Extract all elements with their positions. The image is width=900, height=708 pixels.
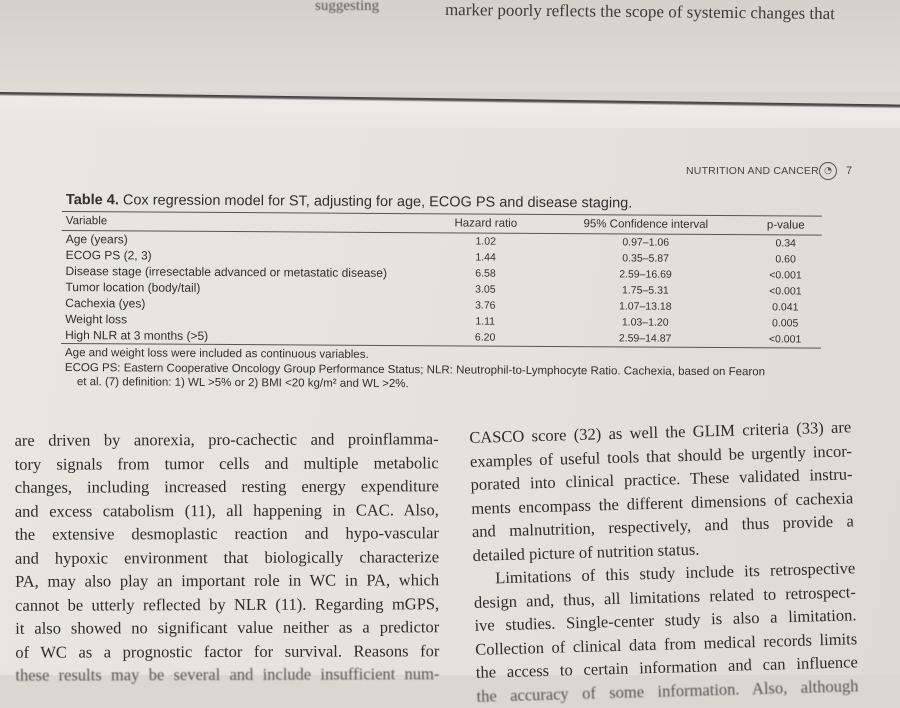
text-line: of WC as a prognostic factor for survival. Reasons for — [15, 640, 440, 662]
text-line: cannot be utterly reflected by NLR (11). Regarding mGPS, — [15, 593, 440, 615]
cell-ci: 1.03–1.20 — [621, 316, 669, 329]
table-4 — [61, 192, 822, 394]
cell-ci: 0.97–1.06 — [622, 236, 670, 249]
col-header-hazard-ratio: Hazard ratio — [454, 217, 518, 230]
text-line: and hypoxic environment that biologically characterize — [14, 546, 440, 568]
text-line: and malnutrition, respectively, and thus provide a — [471, 511, 855, 541]
cell-ci: 2.59–14.87 — [618, 332, 672, 345]
text-line: Limitations of this study include its retrospective — [494, 558, 856, 588]
text-line: CASCO score (32) as well the GLIM criteria (33) are — [469, 417, 852, 447]
text-line: it also showed no significant value neither as a predictor — [15, 617, 440, 638]
cell-hazard-ratio: 6.58 — [475, 267, 496, 280]
table-footnotes — [61, 346, 821, 394]
cell-p-value: 0.005 — [772, 317, 799, 330]
table-title: Cox regression model for ST, adjusting for age, ECOG PS and disease staging. — [122, 192, 633, 212]
cell-variable: Cachexia (yes) — [65, 296, 146, 311]
text-line: Collection of clinical data from medical records limits — [474, 628, 858, 659]
table-footnote: Age and weight loss were included as continuous variables. — [64, 347, 369, 361]
cell-variable: ECOG PS (2, 3) — [65, 248, 152, 263]
cell-ci: 1.07–13.18 — [618, 300, 672, 313]
body-text-right-column — [469, 415, 859, 708]
cell-hazard-ratio: 1.11 — [475, 315, 496, 328]
running-header-journal: NUTRITION AND CANCER — [686, 165, 819, 177]
col-header-variable: Variable — [65, 215, 108, 228]
text-line: ments encompass the different dimensions of cachexia — [471, 487, 854, 518]
body-text-left-column — [15, 427, 440, 687]
cell-variable: Weight loss — [65, 312, 128, 327]
table-footnote: ECOG PS: Eastern Cooperative Oncology Group Performance Status; NLR: Neutrophil-to-Lymphocyte Ratio. Cachexia, based on Fearon — [64, 361, 766, 378]
text-line: tory signals from tumor cells and multiple metabolic — [14, 452, 439, 474]
previous-page-strip — [0, 0, 900, 92]
cell-ci: 1.75–5.31 — [622, 284, 669, 297]
cell-variable: Tumor location (body/tail) — [65, 280, 201, 295]
table-footnote: et al. (7) definition: 1) WL >5% or 2) BMI <20 kg/m² and WL >2%. — [76, 376, 409, 391]
text-line: the access to certain information and can influence — [475, 652, 858, 682]
cell-hazard-ratio: 3.76 — [475, 299, 496, 312]
table-caption — [66, 192, 822, 213]
table-label: Table 4. — [65, 192, 119, 209]
text-line: ive studies. Single-center study is also a limitation. — [474, 605, 857, 635]
cell-hazard-ratio: 1.44 — [475, 251, 496, 264]
cell-hazard-ratio: 1.02 — [475, 235, 496, 248]
text-line: the extensive desmoplastic reaction and hypo-vascular — [14, 523, 439, 544]
page-number: 7 — [846, 165, 853, 177]
crossmark-circle-icon: ◔ — [819, 162, 837, 180]
text-line: these results may be several and include insufficient num- — [15, 664, 440, 685]
text-line: the accuracy of some information. Also, although — [476, 675, 859, 706]
text-line: are driven by anorexia, pro-cachectic and proinflamma- — [14, 429, 439, 450]
cell-variable: Age (years) — [65, 232, 128, 247]
col-header-p-value: p-value — [766, 219, 805, 232]
previous-page-fragment: suggesting — [315, 0, 380, 14]
cell-variable: High NLR at 3 months (>5) — [65, 328, 209, 343]
page — [0, 128, 900, 706]
cell-variable: Disease stage (irresectable advanced or metastatic disease) — [65, 264, 388, 280]
table-body — [61, 231, 822, 348]
text-line: and excess catabolism (11), all happening in CAC. Also, — [14, 499, 439, 521]
cell-p-value: <0.001 — [769, 285, 802, 298]
text-line: design and, thus, all limitations related to retrospect- — [473, 581, 857, 612]
col-header-ci: 95% Confidence interval — [583, 218, 709, 231]
text-line: porated into clinical practice. These validated instru- — [470, 464, 853, 494]
cell-p-value: 0.34 — [775, 237, 796, 250]
text-line: changes, including increased resting energy expenditure — [14, 476, 439, 497]
cell-p-value: <0.001 — [769, 269, 802, 282]
cell-p-value: 0.60 — [775, 253, 796, 266]
cell-p-value: <0.001 — [768, 333, 802, 346]
previous-page-line: marker poorly reflects the scope of systemic changes that — [444, 0, 836, 24]
cell-hazard-ratio: 3.05 — [475, 283, 496, 296]
cell-p-value: 0.041 — [772, 301, 799, 314]
text-line: detailed picture of nutrition status. — [472, 539, 700, 565]
cell-ci: 2.59–16.69 — [619, 268, 672, 281]
cell-ci: 0.35–5.87 — [622, 252, 669, 265]
text-line: PA, may also play an important role in WC in PA, which — [15, 570, 440, 591]
text-line: examples of useful tools that should be urgently incor- — [469, 440, 853, 471]
cell-hazard-ratio: 6.20 — [474, 331, 496, 344]
